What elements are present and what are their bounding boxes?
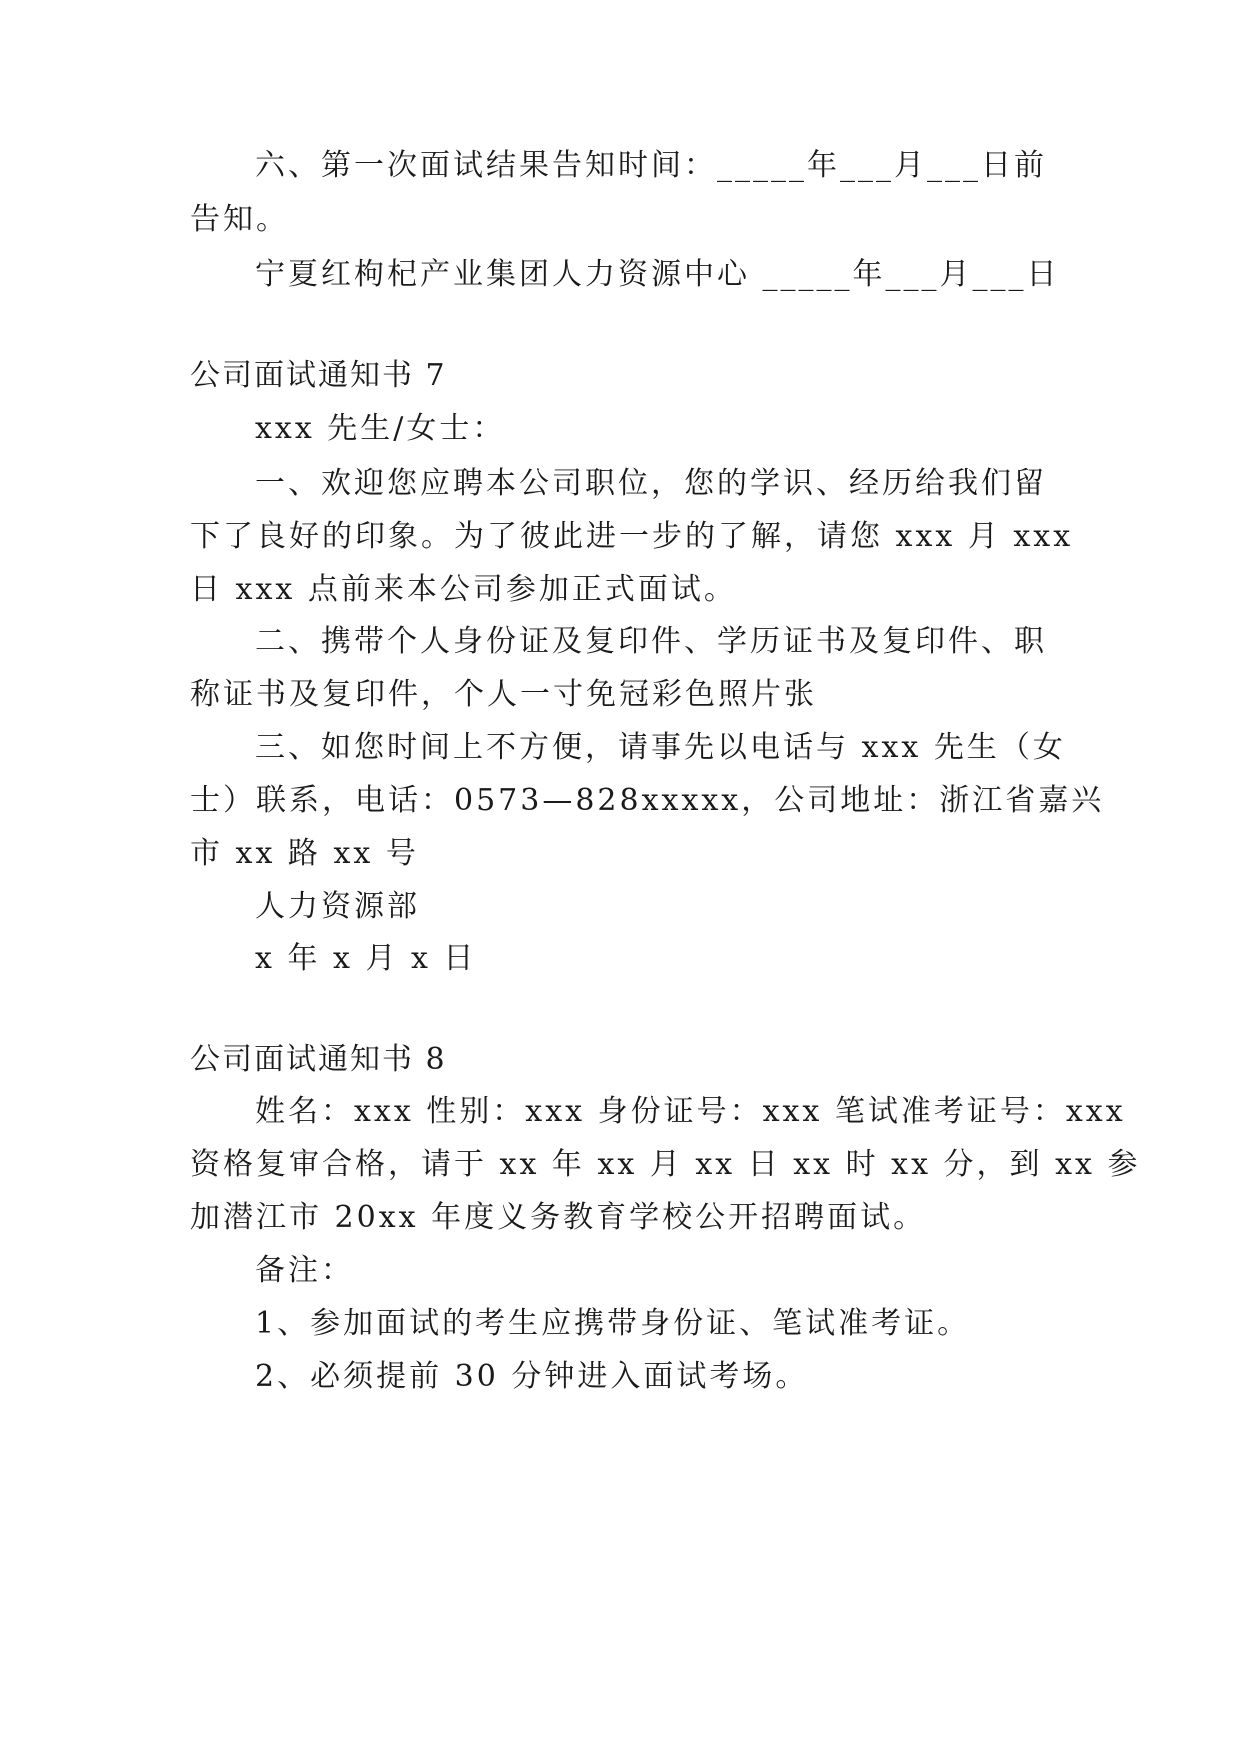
- notice7-p1-line3: 日 xxx 点前来本公司参加正式面试。: [190, 572, 737, 607]
- notice8-remark-2: 2、必须提前 30 分钟进入面试考场。: [255, 1359, 809, 1394]
- notice8-title: 公司面试通知书 8: [190, 1042, 447, 1077]
- notice7-p3-line3: 市 xx 路 xx 号: [190, 836, 419, 871]
- notice7-title: 公司面试通知书 7: [190, 358, 447, 393]
- notice7-p1-line2: 下了良好的印象。为了彼此进一步的了解，请您 xxx 月 xxx: [190, 519, 1074, 554]
- notice7-p1-line1: 一、欢迎您应聘本公司职位，您的学识、经历给我们留: [255, 466, 1047, 501]
- notice7-salutation: xxx 先生/女士：: [255, 411, 506, 446]
- notice7-dept: 人力资源部: [255, 889, 420, 924]
- notice8-remark-1: 1、参加面试的考生应携带身份证、笔试准考证。: [255, 1306, 971, 1341]
- notice8-p1-line2: 资格复审合格，请于 xx 年 xx 月 xx 日 xx 时 xx 分，到 xx 参: [190, 1147, 1141, 1182]
- section6-line2: 告知。: [190, 202, 289, 237]
- section6-signature: 宁夏红枸杞产业集团人力资源中心 _____年___月___日: [255, 257, 1060, 292]
- section6-line1: 六、第一次面试结果告知时间：_____年___月___日前: [255, 148, 1047, 183]
- notice8-p1-line3: 加潜江市 20xx 年度义务教育学校公开招聘面试。: [190, 1200, 927, 1235]
- notice7-p2-line2: 称证书及复印件，个人一寸免冠彩色照片张: [190, 677, 817, 712]
- notice7-date: x 年 x 月 x 日: [255, 941, 477, 976]
- notice7-p3-line2: 士）联系，电话：0573—828xxxxx，公司地址：浙江省嘉兴: [190, 783, 1105, 818]
- notice7-p3-line1: 三、如您时间上不方便，请事先以电话与 xxx 先生（女: [255, 730, 1066, 765]
- notice7-p2-line1: 二、携带个人身份证及复印件、学历证书及复印件、职: [255, 624, 1047, 659]
- notice8-remark-label: 备注：: [255, 1253, 354, 1288]
- notice8-p1-line1: 姓名：xxx 性别：xxx 身份证号：xxx 笔试准考证号：xxx: [255, 1094, 1126, 1129]
